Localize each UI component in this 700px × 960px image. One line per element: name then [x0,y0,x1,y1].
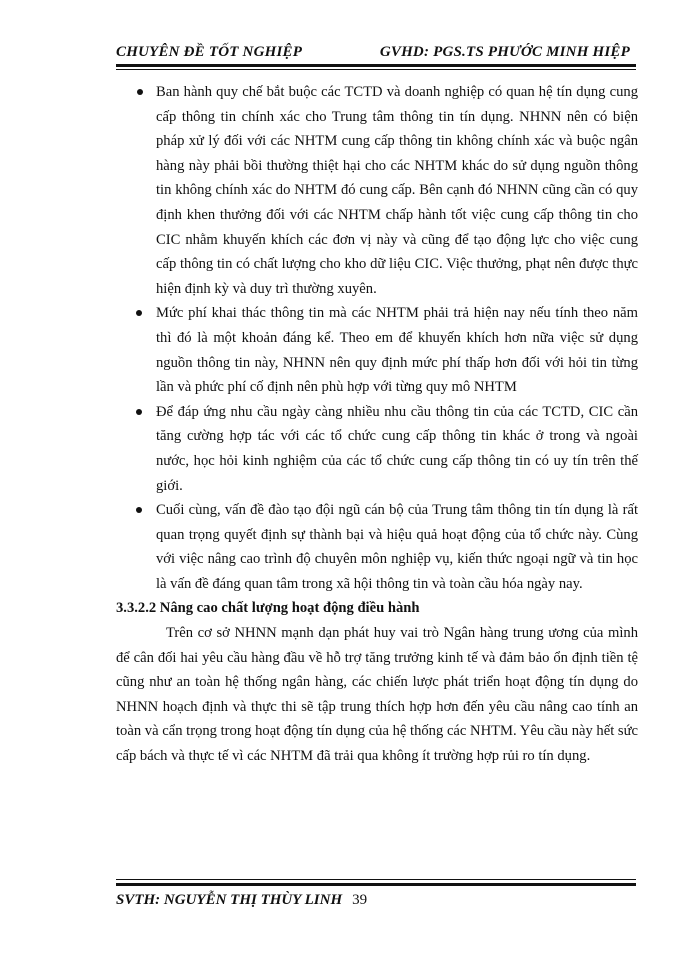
bullet-item [116,498,638,596]
bullet-item [116,400,638,498]
bullet-text: Cuối cùng, vấn đề đào tạo đội ngũ cán bộ của Trung tâm thông tin tín dụng là rất quan trọng quyết định sự thành bại và hiệu quả hoạt động của tổ chức này. Cùng với việc nâng cao trình độ chuyên môn nghiệp vụ, kiến thức ngoại ngữ và tin học là vấn đề đáng quan tâm trong xã hội thông tin và toàn cầu hóa ngày nay. [156,502,638,592]
page-header [116,44,636,66]
bullet-text: Ban hành quy chế bắt buộc các TCTD và doanh nghiệp có quan hệ tín dụng cung cấp thông tin chính xác cho Trung tâm thông tin tín dụng. NHNN nên có biện pháp xử lý đối với các NHTM cung cấp thông tin không chính xác và buộc ngân hàng này phải bồi thường thiệt hại cho các NHTM khác do sử dụng nguồn thông tin không chính xác do NHTM đó cung cấp. Bên cạnh đó NHNN cũng cần có quy định khen thưởng đối với các NHTM chấp hành tốt việc cung cấp thông tin cho CIC nhằm khuyến khích các đơn vị này và cũng để tạo động lực cho việc cung cấp thông tin có chất lượng cho kho dữ liệu CIC. Việc thưởng, phạt nên được thực hiện định kỳ và duy trì thường xuyên. [156,84,638,297]
section-paragraph: Trên cơ sở NHNN mạnh dạn phát huy vai trò Ngân hàng trung ương của mình để cân đối hai yêu cầu hàng đầu về hỗ trợ tăng trưởng kinh tế và đảm bảo ổn định tiền tệ cũng như an toàn hệ thống ngân hàng, các chiến lược phát triển hoạt động tín dụng do NHNN hoạch định và thực thi sẽ tập trung thích hợp hơn đến yêu cầu nâng cao tính an toàn và cẩn trọng trong hoạt động tín dụng của hệ thống các NHTM. Yêu cầu này hết sức cấp bách và thực tế vì các NHTM đã trải qua không ít trường hợp rủi ro tín dụng. [116,625,638,765]
bullet-text: Để đáp ứng nhu cầu ngày càng nhiều nhu cầu thông tin của các TCTD, CIC cần tăng cường hợp tác với các tổ chức cung cấp thông tin khác ở trong và ngoài nước, học hỏi kinh nghiệm của các tổ chức cung cấp thông tin có uy tín trên thế giới. [156,403,638,494]
header-rule-thick [116,64,636,67]
footer-author: SVTH: NGUYỄN THỊ THÙY LINH [116,892,343,908]
bullet-item [116,80,638,301]
bullet-dot-icon [137,89,143,95]
page-number: 39 [352,892,368,908]
bullet-dot-icon [136,409,142,415]
footer-rule-thick [116,883,636,886]
page-footer [116,892,636,909]
header-thesis-title: CHUYÊN ĐỀ TỐT NGHIỆP [116,44,303,60]
section-heading: 3.3.2.2 Nâng cao chất lượng hoạt động điều hành [116,600,420,617]
footer-rule-thin [116,879,636,880]
header-rule-thin [116,69,636,70]
bullet-item [116,301,638,399]
document-body [116,80,638,769]
header-advisor: GVHD: PGS.TS PHƯỚC MINH HIỆP [379,44,630,60]
bullet-text: Mức phí khai thác thông tin mà các NHTM phải trả hiện nay nếu tính theo năm thì đó là một khoản đáng kể. Theo em để khuyến khích hơn nữa việc sử dụng nguồn thông tin này, NHNN nên quy định mức phí thấp hơn đối với hỏi tin từng lần và phức phí cố định nên phù hợp với từng quy mô NHTM [156,305,638,396]
